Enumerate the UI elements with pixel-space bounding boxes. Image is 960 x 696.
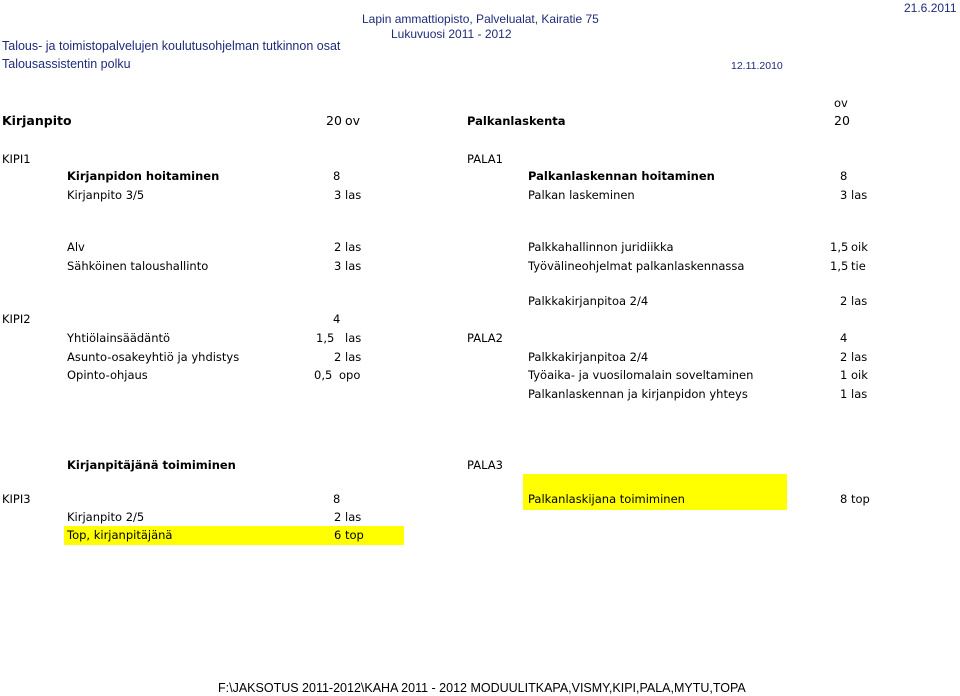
kipi1-row-label: Sähköinen taloushallinto	[67, 259, 209, 273]
pala2-row-unit: las	[851, 387, 868, 401]
kipi1-row-unit: las	[345, 240, 362, 254]
pala2-row-label: Työaika- ja vuosilomalain soveltaminen	[528, 368, 754, 382]
pala2-row-unit: oik	[851, 368, 868, 382]
pala1-row-unit: las	[851, 188, 868, 202]
kipi3-heading-num: 8	[333, 492, 341, 506]
pala1-row-num: 2	[840, 294, 848, 308]
header-date: 21.6.2011	[904, 1, 957, 15]
kipi3-row-label: Kirjanpito 2/5	[67, 510, 145, 524]
kirjanpito-total: 20	[326, 113, 342, 128]
pala1-row-unit: tie	[851, 259, 866, 273]
pala2-row-num: 2	[840, 350, 848, 364]
kipi1-row-unit: las	[345, 188, 362, 202]
kipi2-heading-num: 4	[333, 312, 341, 326]
kipi3-heading: Kirjanpitäjänä toimiminen	[67, 458, 236, 472]
pala1-row-label: Palkan laskeminen	[528, 188, 635, 202]
kipi3-row-num: 6	[334, 528, 342, 542]
pala1-row-num: 1,5	[830, 259, 849, 273]
pala1-row-num: 3	[840, 188, 848, 202]
kipi3-row-num: 2	[334, 510, 342, 524]
pala1-heading-num: 8	[840, 169, 848, 183]
kipi2-row-label: Yhtiölainsäädäntö	[67, 331, 171, 345]
ov-label: ov	[834, 96, 848, 110]
palkanlaskenta-total: 20	[834, 113, 850, 128]
kipi1-row-label: Kirjanpito 3/5	[67, 188, 145, 202]
school-year: Lukuvuosi 2011 - 2012	[391, 27, 512, 41]
kipi3-code: KIPI3	[2, 492, 31, 506]
pala1-row-num: 1,5	[830, 240, 849, 254]
pala2-row-label: Palkanlaskennan ja kirjanpidon yhteys	[528, 387, 748, 401]
kipi1-row-num: 2	[334, 240, 342, 254]
kipi1-heading: Kirjanpidon hoitaminen	[67, 169, 220, 183]
kipi2-row-unit: las	[345, 331, 362, 345]
pala2-heading-num: 4	[840, 331, 848, 345]
kipi1-code: KIPI1	[2, 152, 31, 166]
pala2-row-num: 1	[840, 387, 848, 401]
kipi2-row-num: 0,5	[314, 368, 333, 382]
kipi2-row-num: 1,5	[316, 331, 335, 345]
version-date: 12.11.2010	[731, 60, 783, 72]
kipi1-heading-num: 8	[333, 169, 341, 183]
pala1-code: PALA1	[467, 152, 503, 166]
path-title: Talousassistentin polku	[2, 57, 131, 71]
palkanlaskenta-title: Palkanlaskenta	[467, 114, 566, 128]
kipi2-row-num: 2	[334, 350, 342, 364]
pala1-heading: Palkanlaskennan hoitaminen	[528, 169, 715, 183]
pala1-row-label: Palkkakirjanpitoa 2/4	[528, 294, 649, 308]
pala1-row-label: Työvälineohjelmat palkanlaskennassa	[528, 259, 745, 273]
kipi2-row-label: Asunto-osakeyhtiö ja yhdistys	[67, 350, 240, 364]
kipi3-row-label: Top, kirjanpitäjänä	[67, 528, 173, 542]
kipi1-row-label: Alv	[67, 240, 85, 254]
kipi2-code: KIPI2	[2, 312, 31, 326]
kipi2-row-label: Opinto-ohjaus	[67, 368, 148, 382]
pala2-row-unit: las	[851, 350, 868, 364]
kirjanpito-unit: ov	[345, 113, 361, 128]
pala2-row-label: Palkkakirjanpitoa 2/4	[528, 350, 649, 364]
pala3-heading: Palkanlaskijana toimiminen	[528, 492, 685, 506]
pala1-row-unit: oik	[851, 240, 868, 254]
pala1-row-unit: las	[851, 294, 868, 308]
school-name: Lapin ammattiopisto, Palvelualat, Kairatie 75	[362, 12, 599, 26]
pala3-heading-num: 8	[840, 492, 848, 506]
page-title: Talous- ja toimistopalvelujen koulutusohjelman tutkinnon osat	[2, 39, 341, 53]
pala2-row-num: 1	[840, 368, 848, 382]
kipi1-row-num: 3	[334, 259, 342, 273]
pala1-row-label: Palkkahallinnon juridiikka	[528, 240, 674, 254]
footer-file-path: F:\JAKSOTUS 2011-2012\KAHA 2011 - 2012 MODUULITKAPA,VISMY,KIPI,PALA,MYTU,TOPA	[218, 681, 746, 695]
kipi3-row-unit: top	[345, 528, 364, 542]
kipi3-row-unit: las	[345, 510, 362, 524]
pala2-code: PALA2	[467, 331, 503, 345]
pala3-code: PALA3	[467, 458, 503, 472]
kipi2-row-unit: las	[345, 350, 362, 364]
pala3-heading-unit: top	[851, 492, 870, 506]
kipi1-row-unit: las	[345, 259, 362, 273]
kipi1-row-num: 3	[334, 188, 342, 202]
kirjanpito-title: Kirjanpito	[2, 113, 72, 128]
kipi2-row-unit: opo	[339, 368, 361, 382]
